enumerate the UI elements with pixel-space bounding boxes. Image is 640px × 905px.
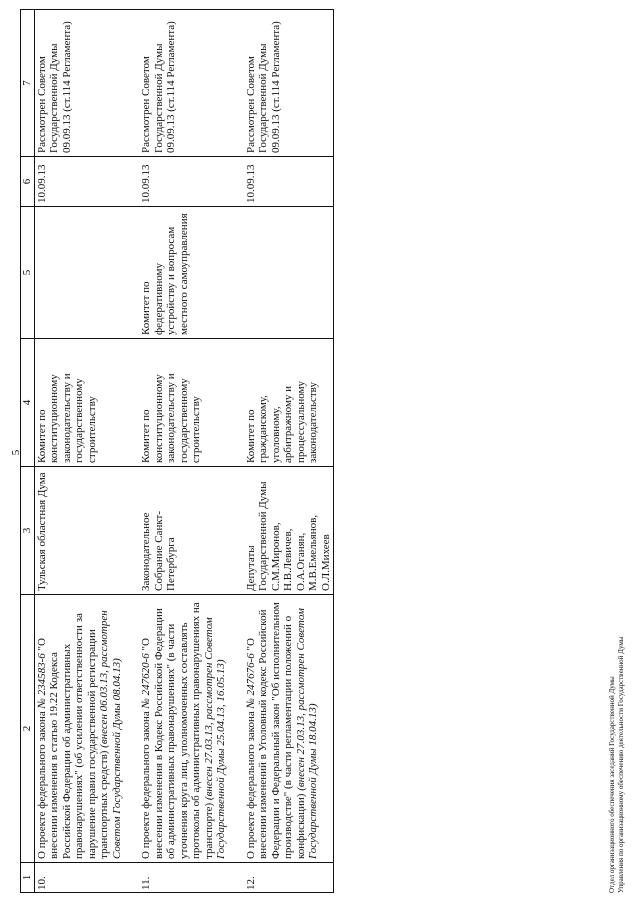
- table-row: [34, 10, 139, 893]
- col-header: 1: [21, 863, 35, 893]
- co-committee: [244, 207, 334, 339]
- date: 10.09.13: [244, 157, 334, 207]
- bill-text: "О внесении изменения в Кодекс Российской Федерации об административных правонарушениях" (в части уточнения круга лиц, уполномоченных составлять протоколы об административных правонарушениях на транспорте): [140, 602, 215, 859]
- col-header: 5: [21, 207, 35, 339]
- bill-description: [34, 595, 139, 863]
- bill-number: № 247620-6: [140, 653, 152, 709]
- bill-text: "О внесении изменения в статью 19.22 Кодекса Российской Федерации об административных правонарушениях" (об усилении ответственности за нарушение правил государственной регистрации транспортных средств): [35, 613, 110, 859]
- col-header: 2: [21, 595, 35, 863]
- status: Рассмотрен Советом Государственной Думы 09.09.13 (ст.114 Регламента): [139, 10, 244, 157]
- initiator: Тульская областная Дума: [34, 467, 139, 595]
- row-number: 10.: [34, 863, 139, 893]
- status: Рассмотрен Советом Государственной Думы 09.09.13 (ст.114 Регламента): [34, 10, 139, 157]
- responsible-committee: Комитет по гражданскому, уголовному, арбитражному и процессуальному законодательству: [244, 339, 334, 467]
- responsible-committee: Комитет по конституционному законодательству и государственному строительству: [139, 339, 244, 467]
- table-row: [139, 10, 244, 893]
- bill-prefix: О проекте федерального закона: [244, 708, 257, 859]
- table-row: [244, 10, 334, 893]
- bill-description: [244, 595, 334, 863]
- page-number: 5: [10, 449, 22, 456]
- date: 10.09.13: [34, 157, 139, 207]
- bill-note: (внесен 06.03.13, рассмотрен Советом Государственной Думы 08.04.13): [98, 610, 123, 859]
- bill-text: "О внесении изменений в Уголовный кодекс Российской Федерации и Федеральный закон "Об исполнительном производстве" (в части регламентации положений о конфискации): [244, 602, 307, 859]
- bill-note: (внесен 27.03.13, рассмотрен Советом Государственной Думы 25.04.13, 16.05.13): [202, 617, 227, 859]
- footer-line-2: Управления по организационному обеспечению деятельности Государственной Думы: [616, 636, 625, 893]
- row-number: 11.: [139, 863, 244, 893]
- agenda-table: [20, 9, 334, 893]
- col-header: 7: [21, 10, 35, 157]
- footer: [608, 637, 625, 893]
- status: Рассмотрен Советом Государственной Думы 09.09.13 (ст.114 Регламента): [244, 10, 334, 157]
- bill-description: [139, 595, 244, 863]
- co-committee: [34, 207, 139, 339]
- initiator: Депутаты Государственной Думы С.М.Миронов, Н.В.Левичев, О.А.Оганян, М.В.Емельянов, О.Л.Михеев: [244, 467, 334, 595]
- bill-prefix: О проекте федерального закона: [35, 708, 48, 859]
- row-number: 12.: [244, 863, 334, 893]
- bill-prefix: О проекте федерального закона: [140, 708, 152, 859]
- bill-number: № 234583-6: [35, 653, 48, 709]
- responsible-committee: Комитет по конституционному законодательству и государственному строительству: [34, 339, 139, 467]
- date: 10.09.13: [139, 157, 244, 207]
- footer-line-1: Отдел организационного обеспечения заседаний Государственной Думы: [608, 676, 616, 893]
- col-header: 6: [21, 157, 35, 207]
- bill-note: (внесен 27.03.13, рассмотрен Советом Государственной Думы 18.04.13): [294, 608, 319, 859]
- bill-number: № 247676-6: [244, 653, 257, 709]
- initiator: Законодательное Собрание Санкт-Петербурга: [139, 467, 244, 595]
- col-header: 3: [21, 467, 35, 595]
- co-committee: Комитет по федеративному устройству и вопросам местного самоуправления: [139, 207, 244, 339]
- col-header: 4: [21, 339, 35, 467]
- column-number-row: [21, 10, 35, 893]
